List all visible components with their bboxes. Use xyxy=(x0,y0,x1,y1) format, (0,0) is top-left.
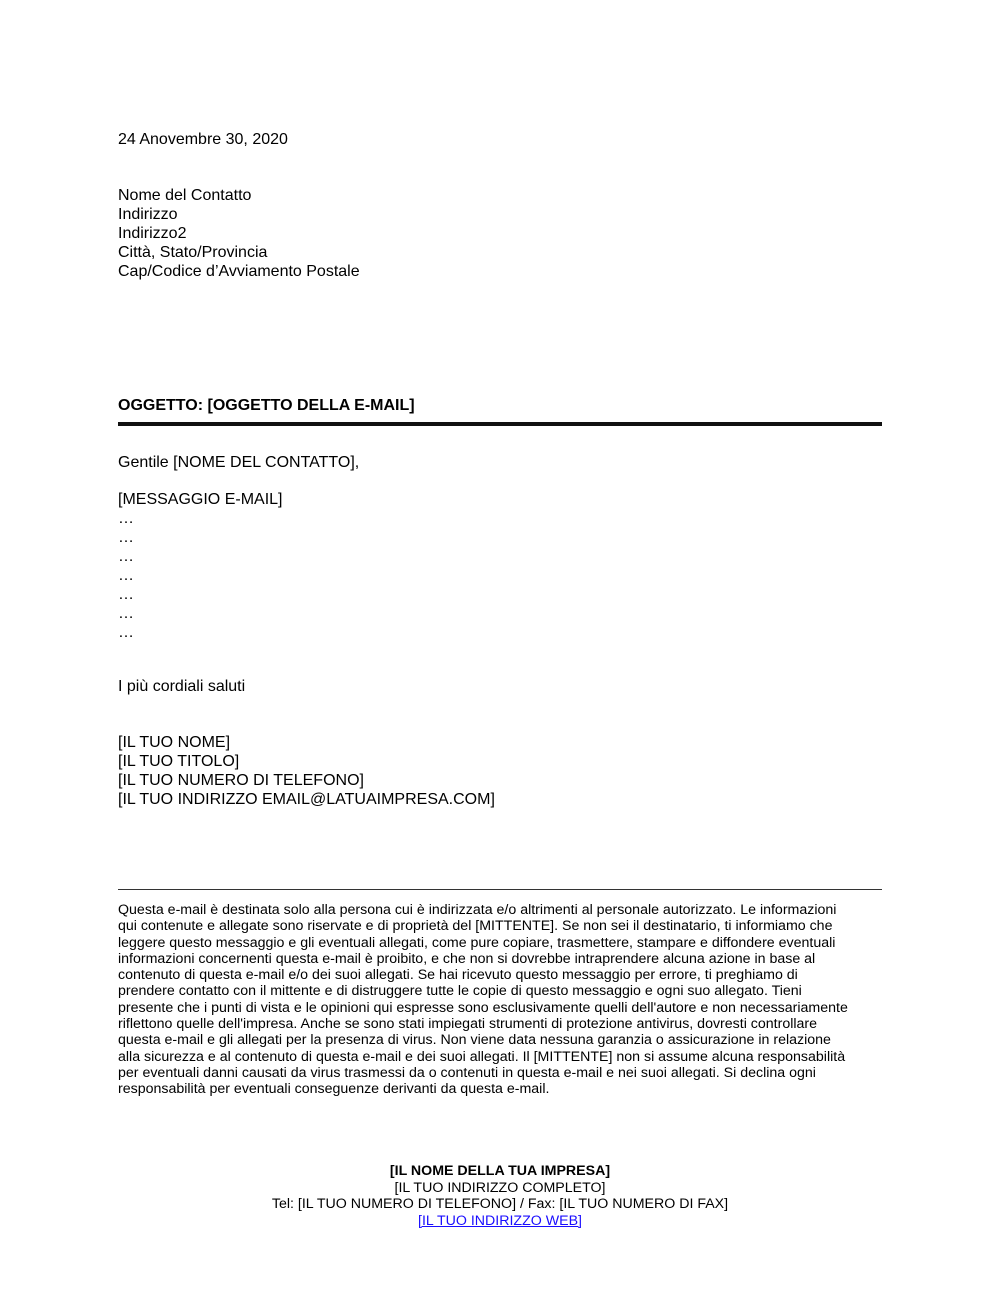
signature-email: [IL TUO INDIRIZZO EMAIL@LATUAIMPRESA.COM] xyxy=(118,791,495,808)
message-ellipsis: … xyxy=(118,586,134,603)
message-ellipsis: … xyxy=(118,510,134,527)
recipient-name: Nome del Contatto xyxy=(118,187,252,204)
message-ellipsis: … xyxy=(118,624,134,641)
disclaimer-line: Questa e-mail è destinata solo alla persona cui è indirizzata e/o altrimenti al personale autorizzato. Le informazioni xyxy=(118,902,837,918)
disclaimer-line: alla sicurezza e al contenuto di questa e-mail e dei suoi allegati. Il [MITTENTE] non si assume alcuna responsabilità xyxy=(118,1048,846,1065)
message-ellipsis: … xyxy=(118,548,134,565)
message-ellipsis: … xyxy=(118,529,134,546)
disclaimer-text xyxy=(118,902,888,1098)
disclaimer-line: responsabilità per eventuali conseguenze derivanti da questa e-mail. xyxy=(118,1081,550,1098)
disclaimer-line: questa e-mail e gli allegati per la presenza di virus. Non viene data nessuna garanzia o assicurazione in relazione xyxy=(118,1032,831,1049)
email-subject: OGGETTO: [OGGETTO DELLA E-MAIL] xyxy=(118,397,415,414)
recipient-postal-code: Cap/Codice d’Avviamento Postale xyxy=(118,263,360,280)
recipient-city-state: Città, Stato/Provincia xyxy=(118,244,268,261)
recipient-address-line-1: Indirizzo xyxy=(118,206,178,223)
disclaimer-line: leggere questo messaggio e gli eventuali allegati, come pure copiare, trasmettere, stampare e diffondere eventuali xyxy=(118,934,836,951)
message-ellipsis: … xyxy=(118,605,134,622)
recipient-address-line-2: Indirizzo2 xyxy=(118,225,187,242)
footer-address: [IL TUO INDIRIZZO COMPLETO] xyxy=(394,1179,606,1196)
signature-block xyxy=(118,733,495,809)
message-body xyxy=(118,490,282,642)
disclaimer-line: informazioni concernenti questa e-mail è proibito, e che non si dovrebbe intraprendere alcuna azione in base al xyxy=(118,950,816,967)
footer-contact: Tel: [IL TUO NUMERO DI TELEFONO] / Fax: [IL TUO NUMERO DI FAX] xyxy=(271,1196,729,1212)
salutation: Gentile [NOME DEL CONTATTO], xyxy=(118,454,360,471)
message-placeholder: [MESSAGGIO E-MAIL] xyxy=(118,491,283,508)
footer-website-link[interactable]: [IL TUO INDIRIZZO WEB] xyxy=(418,1212,582,1229)
message-ellipsis: … xyxy=(118,567,134,584)
recipient-address-block xyxy=(118,186,360,281)
disclaimer-line: per eventuali danni causati da virus trasmessi da o contenuti in questa e-mail e nei suoi allegati. Si declina ogni xyxy=(118,1064,816,1081)
disclaimer-line: prendere contatto con il mittente e di distruggere tutte le copie di questo messaggio e ogni suo allegato. Tieni xyxy=(118,983,802,1000)
disclaimer-line: contenuto di questa e-mail e/o dei suoi allegati. Se hai ricevuto questo messaggio per errore, ti preghiamo di xyxy=(118,967,798,984)
disclaimer-divider xyxy=(118,889,882,890)
letter-date: 24 Anovembre 30, 2020 xyxy=(118,131,288,148)
signature-name: [IL TUO NOME] xyxy=(118,734,231,751)
subject-divider xyxy=(118,422,882,426)
signature-phone: [IL TUO NUMERO DI TELEFONO] xyxy=(118,772,364,789)
disclaimer-line: qui contenute e allegate sono riservate e di proprietà del [MITTENTE]. Se non sei il destinatario, ti informiamo che xyxy=(118,918,833,935)
company-footer xyxy=(0,1163,1000,1229)
closing: I più cordiali saluti xyxy=(118,678,246,695)
disclaimer-line: presente che i punti di vista e le opinioni qui espresse sono esclusivamente quelli dell'autore e non necessariamente xyxy=(118,999,848,1016)
footer-company-name: [IL NOME DELLA TUA IMPRESA] xyxy=(389,1163,611,1179)
disclaimer-line: riflettono quelle dell'impresa. Anche se sono stati impiegati strumenti di protezione antivirus, dovresti controllare xyxy=(118,1016,818,1033)
signature-title: [IL TUO TITOLO] xyxy=(118,753,240,770)
